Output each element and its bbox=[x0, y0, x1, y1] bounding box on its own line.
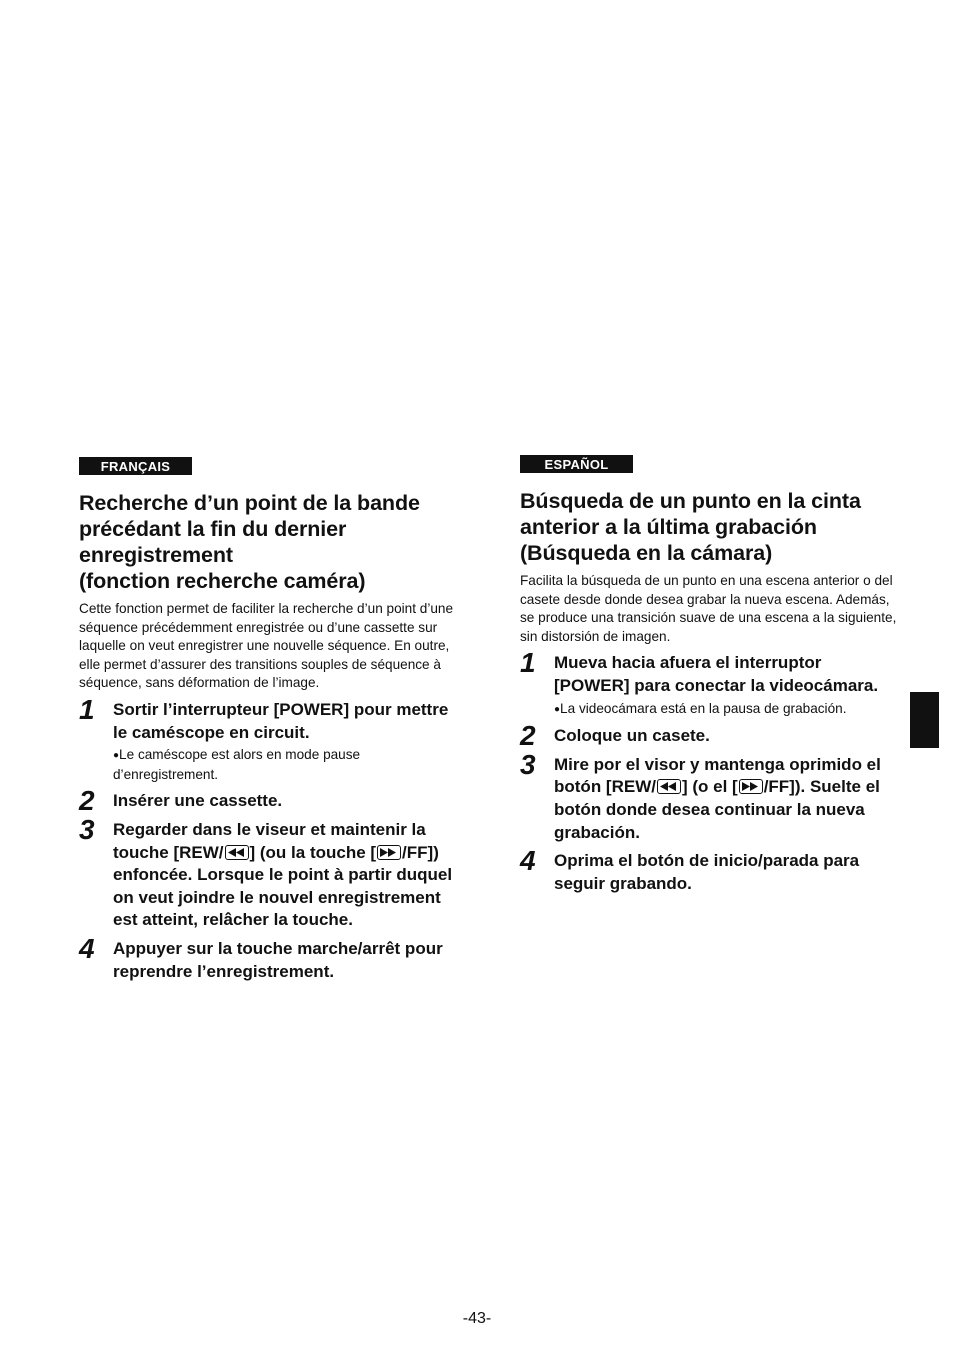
step-number: 3 bbox=[79, 813, 95, 845]
note-text: Le caméscope est alors en mode pause d’enregistrement. bbox=[113, 747, 361, 782]
section-tab-marker bbox=[910, 692, 939, 748]
step-text-part: ] (ou la touche [ bbox=[249, 842, 377, 862]
bullet-icon: ● bbox=[554, 703, 561, 715]
step-text-part: /FF]) enfoncée. Lorsque le point à partir duquel on veut joindre le nouvel enregistrement est atteint, relâcher la touche. bbox=[113, 842, 453, 930]
step-note bbox=[113, 746, 459, 784]
language-tag-french: FRANÇAIS bbox=[79, 457, 192, 475]
step-4-french bbox=[79, 932, 459, 983]
page-number: -43- bbox=[462, 1310, 492, 1327]
step-number: 1 bbox=[520, 647, 536, 679]
rewind-icon bbox=[657, 779, 681, 794]
step-2-spanish bbox=[520, 720, 900, 752]
step-4-spanish bbox=[520, 845, 900, 895]
step-text bbox=[113, 819, 459, 932]
step-number: 2 bbox=[79, 785, 95, 817]
step-3-french bbox=[79, 813, 459, 932]
section-title-french bbox=[79, 490, 459, 594]
step-text: Mueva hacia afuera el interruptor [POWER] para conectar la videocámara. bbox=[554, 653, 879, 695]
step-text: Appuyer sur la touche marche/arrêt pour reprendre l’enregistrement. bbox=[113, 938, 443, 981]
step-number: 2 bbox=[520, 720, 536, 752]
step-text-part: Mire por el visor y mantenga oprimido el botón [REW/ bbox=[554, 754, 881, 797]
section-title-spanish: Búsqueda de un punto en la cinta anterior a la última grabación (Búsqueda en la cámara) bbox=[520, 489, 861, 565]
step-3-spanish bbox=[520, 748, 900, 844]
step-note bbox=[554, 700, 900, 720]
step-1-french bbox=[79, 693, 459, 784]
subtitle-text: (fonction recherche caméra) bbox=[79, 569, 366, 593]
step-text-part: /FF]). Suelte el botón donde desea continuar la nueva grabación. bbox=[554, 777, 880, 842]
step-2-french bbox=[79, 785, 459, 817]
title-text: Recherche d’un point de la bande précédant la fin du dernier enregistrement bbox=[79, 491, 420, 567]
step-number: 3 bbox=[520, 748, 536, 780]
step-text-part: Regarder dans le viseur et maintenir la touche [REW/ bbox=[113, 819, 426, 862]
step-text: Oprima el botón de inicio/parada para seguir grabando. bbox=[554, 851, 860, 893]
step-number: 4 bbox=[79, 932, 95, 964]
intro-paragraph-spanish: Facilita la búsqueda de un punto en una escena anterior o del casete desde donde desea grabar la nueva escena. Además, se produce una transición suave de una escena a la siguiente, sin distorsión de imagen. bbox=[520, 573, 897, 644]
intro-paragraph-french: Cette fonction permet de faciliter la recherche d’un point d’une séquence précédemment enregistrée ou d’une cassette sur laquelle on veut enregistrer une nouvelle séquence. En outre, elle permet d’assurer des transitions souples de séquence à séquence, sans déformation de l’image. bbox=[79, 601, 454, 691]
spanish-column bbox=[520, 455, 900, 895]
note-text: La videocámara está en la pausa de grabación. bbox=[560, 700, 847, 716]
step-text-part: ] (o el [ bbox=[681, 777, 738, 797]
french-column bbox=[79, 455, 459, 983]
fast-forward-icon bbox=[377, 845, 401, 860]
step-number: 1 bbox=[79, 693, 95, 725]
fast-forward-icon bbox=[739, 779, 763, 794]
step-text: Insérer une cassette. bbox=[113, 791, 283, 811]
step-number: 4 bbox=[520, 845, 536, 877]
step-text: Coloque un casete. bbox=[554, 726, 710, 746]
rewind-icon bbox=[225, 845, 249, 860]
step-text: Sortir l’interrupteur [POWER] pour mettre le caméscope en circuit. bbox=[113, 699, 449, 742]
bullet-icon: ● bbox=[113, 750, 120, 762]
step-text bbox=[554, 754, 900, 844]
language-tag-spanish: ESPAÑOL bbox=[520, 455, 633, 473]
step-1-spanish bbox=[520, 647, 900, 719]
